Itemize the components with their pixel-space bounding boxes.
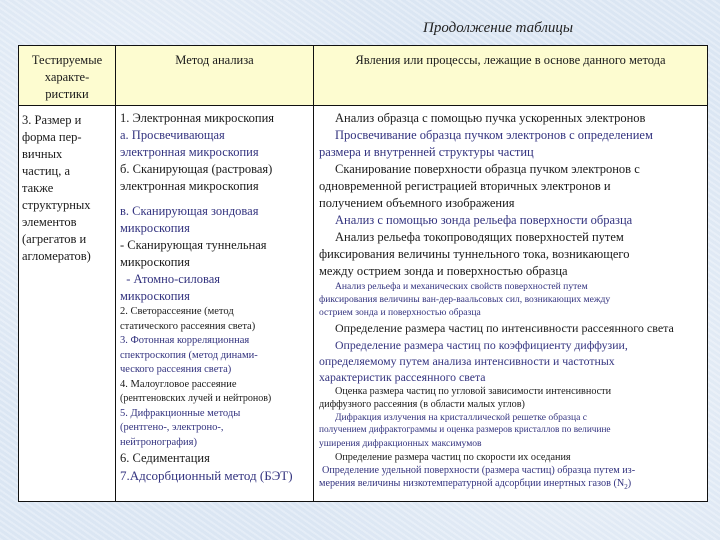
header-line: Тестируемые — [31, 53, 103, 67]
header-line: ристики — [45, 87, 89, 101]
phenomena-cell — [314, 106, 708, 502]
spacer — [120, 195, 310, 203]
phenomenon-line: Анализ образца с помощью пучка ускоренных электронов — [335, 111, 646, 125]
method-static-light-scattering-cont: статического рассеяния света) — [120, 320, 256, 332]
method-diffraction: 5. Дифракционные методы — [120, 407, 241, 419]
phenomenon-line: Просвечивание образца пучком электронов с определением — [335, 128, 653, 142]
phenomenon-line: Сканирование поверхности образца пучком электронов с — [335, 162, 640, 176]
bet-text: мерения величины низкотемпературной адсорбции инертных газов (N — [319, 478, 625, 490]
phenomenon-line-bet — [319, 477, 704, 494]
phenomenon-line: острием зонда и поверхностью образца — [319, 307, 481, 319]
characteristic-line: также — [22, 181, 54, 195]
method-static-light-scattering: 2. Светорассеяние (метод — [120, 306, 234, 317]
method-pcs-cont1: спектроскопия (метод динами- — [120, 349, 258, 361]
characteristic-line: форма пер- — [22, 130, 82, 144]
method-saxs: 4. Малоугловое рассеяние — [120, 378, 237, 390]
method-pcs-cont2: ческого рассеяния света) — [120, 364, 232, 375]
method-stm-cont: микроскопия — [120, 255, 190, 269]
table-row — [19, 106, 708, 502]
phenomenon-line: получением дифрактограммы и оценка размеров кристаллов по величине — [319, 425, 611, 436]
method-afm: - Атомно-силовая — [120, 272, 221, 286]
method-diffraction-cont2: нейтронография) — [120, 436, 197, 448]
phenomenon-line: Определение удельной поверхности (размера частиц) образца путем из- — [322, 464, 636, 476]
characteristic-line: элементов — [22, 215, 77, 229]
phenomenon-line: Определение размера частиц по коэффициенту диффузии, — [335, 337, 628, 352]
header-method: Метод анализа — [116, 46, 314, 106]
phenomenon-line: Анализ рельефа токопроводящих поверхностей путем — [335, 230, 624, 244]
method-bet: 7.Адсорбционный метод (БЭТ) — [120, 468, 293, 483]
method-diffraction-cont1: (рентгено-, электроно-, — [120, 422, 224, 433]
method-sem: б. Сканирующая (растровая) — [120, 162, 273, 176]
method-stm: - Сканирующая туннельная — [120, 238, 267, 252]
method-spm: в. Сканирующая зондовая — [120, 204, 259, 218]
characteristic-line: 3. Размер и — [22, 113, 82, 127]
subscript: 2 — [624, 483, 628, 492]
phenomenon-line: одновременной регистрацией вторичных электронов и — [319, 179, 611, 193]
characteristic-line: структурных — [22, 198, 91, 212]
method-sem-cont: электронная микроскопия — [120, 179, 259, 193]
phenomenon-line: фиксирования величины ван-дер-ваальсовых сил, возникающих между — [319, 294, 611, 306]
characteristic-line: вичных — [22, 147, 63, 161]
header-row — [19, 46, 708, 106]
characteristic-line: агломератов) — [22, 249, 91, 263]
method-sedimentation: 6. Седиментация — [120, 451, 210, 465]
method-afm-cont: микроскопия — [120, 289, 190, 303]
bet-close: ) — [627, 478, 632, 490]
phenomenon-line: уширения дифракционных максимумов — [319, 438, 482, 450]
method-cell — [116, 106, 314, 502]
phenomenon-line: Оценка размера частиц по угловой зависимости интенсивности — [335, 385, 612, 397]
header-line: характе- — [44, 70, 90, 84]
methods-table — [18, 45, 708, 502]
phenomenon-line: определяемому путем анализа интенсивности и частотных — [319, 353, 615, 368]
method-electron-microscopy: 1. Электронная микроскопия — [120, 111, 275, 125]
characteristic-line: (агрегатов и — [22, 232, 87, 246]
phenomenon-line: Анализ рельефа и механических свойств поверхностей путем — [335, 281, 588, 292]
phenomenon-line: диффузного рассеяния (в области малых углов) — [319, 398, 525, 410]
phenomenon-line: Анализ с помощью зонда рельефа поверхности образца — [335, 213, 633, 227]
header-characteristics — [19, 46, 116, 106]
table-caption: Продолжение таблицы — [423, 20, 574, 36]
phenomenon-line: Определение размера частиц по интенсивности рассеянного света — [335, 320, 674, 335]
phenomenon-line: характеристик рассеянного света — [319, 369, 486, 384]
method-pcs: 3. Фотонная корреляционная — [120, 335, 250, 346]
header-phenomena: Явления или процессы, лежащие в основе данного метода — [314, 46, 708, 106]
phenomenon-line: фиксирования величины туннельного тока, возникающего — [319, 247, 630, 261]
method-tem-cont: электронная микроскопия — [120, 145, 259, 159]
phenomenon-line: получением объемного изображения — [319, 196, 515, 210]
characteristic-cell — [19, 106, 116, 502]
phenomenon-line: Определение размера частиц по скорости их оседания — [335, 451, 571, 463]
method-saxs-cont: (рентгеновских лучей и нейтронов) — [120, 393, 272, 404]
characteristic-line: частиц, а — [22, 164, 71, 178]
method-spm-cont: микроскопия — [120, 221, 190, 235]
phenomenon-line: Дифракция излучения на кристаллической решетке образца с — [335, 412, 587, 424]
phenomenon-line: размера и внутренней структуры частиц — [319, 145, 534, 159]
method-tem: а. Просвечивающая — [120, 128, 225, 142]
phenomenon-line: между острием зонда и поверхностью образца — [319, 264, 568, 278]
